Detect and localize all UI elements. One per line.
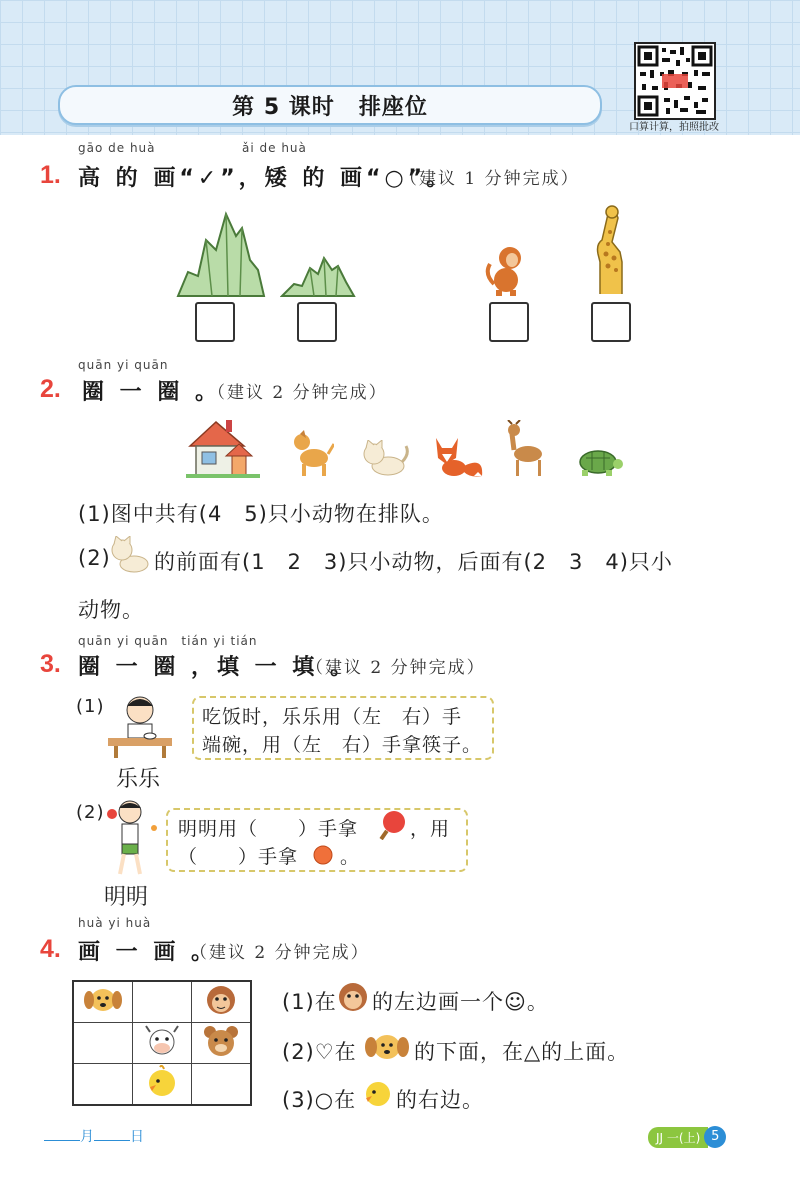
grid-cell[interactable] (192, 1023, 252, 1064)
q4-sub3-text: 的右边。 (396, 1088, 484, 1112)
q3-instruction: 圈 一 圈 ，填 一 填 。 (78, 655, 356, 680)
grid-cell[interactable] (133, 1064, 192, 1106)
q2-sub2-text: 的前面有(1 2 3)只小动物，后面有(2 3 4)只小 (154, 550, 673, 574)
name-mingming: 明明 (104, 885, 149, 910)
boy-mingming-pingpong-image (106, 798, 162, 876)
q4-sub1-text: 的左边画一个☺。 (372, 990, 549, 1014)
monkey-image (484, 244, 528, 298)
answer-box-short-mountain[interactable] (297, 302, 337, 342)
q3-number: 3. (40, 650, 61, 678)
q4-pinyin: huà yi huà (78, 916, 152, 930)
lesson-title-bar (58, 85, 602, 125)
q4-sub2-label: (2)♡在 (282, 1040, 357, 1064)
pingpong-ball-icon (312, 844, 334, 866)
cow-face-icon (142, 1024, 182, 1058)
page-badge (648, 1126, 726, 1148)
q4-instruction: 画 一 画 。 (78, 940, 217, 965)
answer-box-giraffe[interactable] (591, 302, 631, 342)
q1-time-hint: （建议 1 分钟完成） (400, 169, 580, 189)
grid-cell[interactable] (73, 1023, 133, 1064)
pingpong-paddle-icon (378, 810, 408, 840)
q3-sub2-label: (2) (76, 802, 105, 823)
turtle-image (572, 444, 624, 478)
boy-lele-eating-image (108, 690, 172, 758)
q3-sub2-line2a: （ ）手拿 (178, 846, 299, 868)
q3-sub1-label: (1) (76, 696, 105, 717)
dog-image (292, 430, 334, 478)
q3-sub1-line1: 吃饭时，乐乐用（左 右）手 (202, 706, 463, 728)
q3-sub2-line2b: 。 (340, 846, 361, 868)
q4-sub2-text: 的下面，在△的上面。 (414, 1040, 630, 1064)
book-label: JJ 一(上) (648, 1127, 708, 1148)
bear-face-icon (201, 1024, 241, 1058)
drawing-grid (72, 980, 252, 1106)
date-field[interactable] (44, 1126, 144, 1146)
monkey-face-inline-icon (336, 980, 370, 1014)
giraffe-image (588, 204, 630, 298)
page-number: 5 (704, 1126, 726, 1148)
chick-face-inline-icon (362, 1078, 394, 1110)
q3-sub2-line1b: ，用 (410, 818, 451, 840)
name-lele: 乐乐 (116, 767, 161, 792)
q2-pinyin: quān yi quān (78, 358, 169, 372)
month-label: 月 (80, 1129, 94, 1145)
monkey-face-icon (203, 983, 239, 1017)
q3-time-hint: （建议 2 分钟完成） (306, 658, 486, 678)
q2-sub1-text: (1)图中共有(4 5)只小动物在排队。 (78, 502, 444, 526)
short-mountain-image (280, 254, 356, 298)
day-label: 日 (130, 1129, 144, 1145)
grid-cell[interactable] (133, 981, 192, 1023)
dog-face-icon (83, 984, 123, 1016)
q2-number: 2. (40, 375, 61, 403)
q2-instruction: 圈 一 圈 。 (82, 380, 221, 405)
q4-sub3-label: (3)○在 (282, 1088, 357, 1112)
grid-cell[interactable] (73, 981, 133, 1023)
grid-cell[interactable] (133, 1023, 192, 1064)
answer-box-monkey[interactable] (489, 302, 529, 342)
tall-mountain-image (176, 210, 266, 298)
q3-sub2-line1a: 明明用（ ）手拿 (178, 818, 359, 840)
q1-number: 1. (40, 161, 61, 189)
grid-cell[interactable] (192, 981, 252, 1023)
q2-sub2-continuation: 动物。 (78, 598, 144, 622)
grid-cell[interactable] (73, 1064, 133, 1106)
fox-image (430, 432, 486, 478)
qr-caption: 口算计算，拍照批改 (629, 122, 719, 133)
cat-image (362, 440, 410, 478)
lesson-topic: 排座位 (358, 94, 428, 120)
q2-sub2-label: (2) (78, 546, 111, 570)
grid-cell[interactable] (192, 1064, 252, 1106)
q1-pinyin-a: gāo de huà (78, 141, 156, 155)
house-image (186, 416, 260, 478)
q4-number: 4. (40, 935, 61, 963)
deer-image (506, 420, 548, 478)
chick-face-icon (144, 1065, 180, 1099)
q4-sub1-label: (1)在 (282, 990, 337, 1014)
qr-code[interactable] (634, 42, 716, 120)
dog-face-inline-icon (362, 1030, 412, 1064)
q3-pinyin: quān yi quān tián yi tián (78, 634, 258, 648)
q4-time-hint: （建议 2 分钟完成） (190, 943, 370, 963)
q1-pinyin-b: ǎi de huà (242, 141, 307, 155)
answer-box-tall-mountain[interactable] (195, 302, 235, 342)
q2-time-hint: （建议 2 分钟完成） (208, 383, 388, 403)
q1-instruction: 高 的 画“✓”，矮 的 画“○”。 (78, 166, 453, 191)
cat-small-icon (108, 536, 152, 576)
lesson-number: 第 5 课时 (232, 94, 335, 120)
q3-sub1-line2: 端碗，用（左 右）手拿筷子。 (202, 734, 483, 756)
